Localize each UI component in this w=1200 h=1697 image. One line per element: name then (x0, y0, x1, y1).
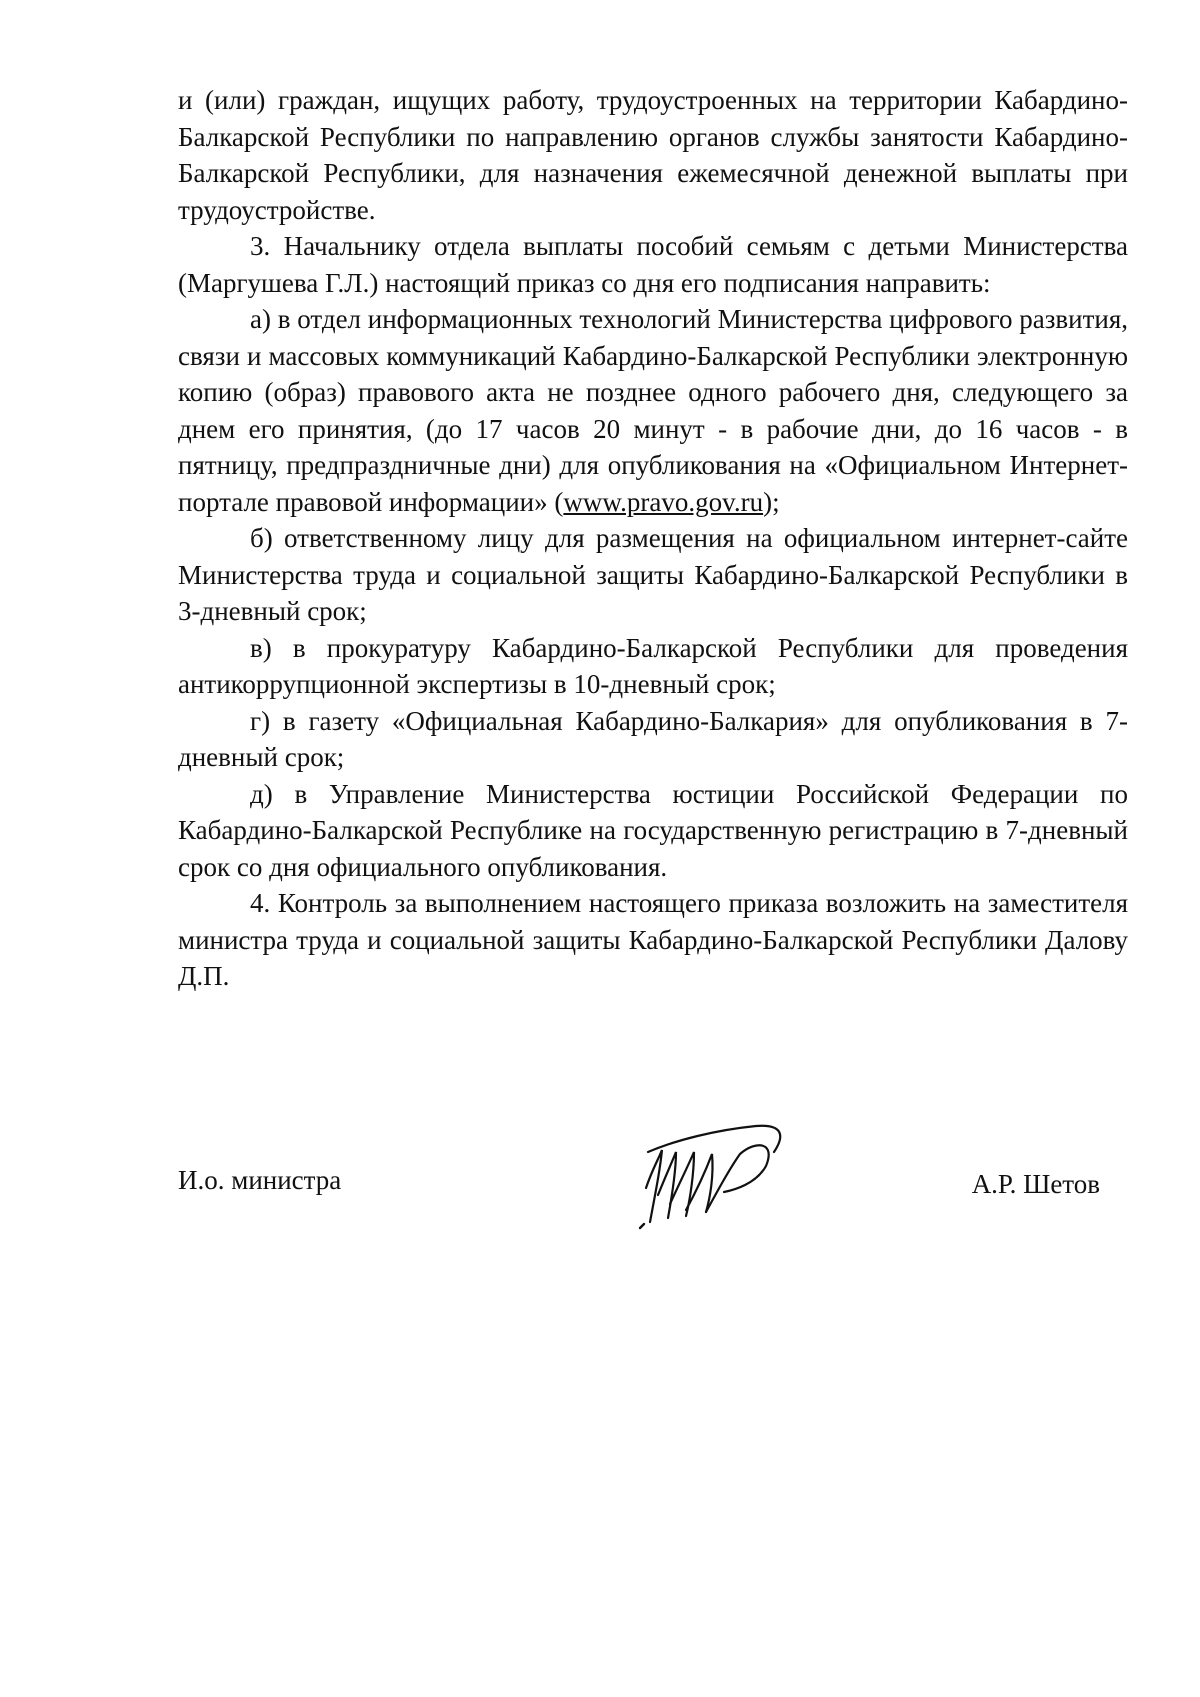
paragraph-subitem-v: в) в прокуратуру Кабардино-Балкарской Республики для проведения антикоррупционной экспертизы в 10-дневный срок; (178, 632, 1128, 699)
signatory-name: А.Р. Шетов (971, 1169, 1100, 1199)
paragraph-subitem-a (178, 301, 1128, 520)
paragraph-subitem-g: г) в газету «Официальная Кабардино-Балкария» для опубликования в 7-дневный срок; (178, 705, 1128, 772)
signatory-role: И.о. министра (178, 1165, 342, 1195)
paragraph-subitem-d: д) в Управление Министерства юстиции Российской Федерации по Кабардино-Балкарской Республике на государственную регистрацию в 7-дневный срок со дня официального опубликования. (178, 778, 1128, 882)
paragraph-subitem-b: б) ответственному лицу для размещения на официальном интернет-сайте Министерства труда и социальной защиты Кабардино-Балкарской Республики в 3-дневный срок; (178, 523, 1128, 626)
subitem-a-tail: ); (763, 486, 780, 517)
handwritten-signature (606, 1100, 806, 1250)
signature-block (178, 1120, 1128, 1260)
paragraph-item-4: 4. Контроль за выполнением настоящего приказа возложить на заместителя министра труда и социальной защиты Кабардино-Балкарской Республики Далову Д.П. (178, 888, 1128, 991)
paragraph-item-3: 3. Начальнику отдела выплаты пособий семьям с детьми Министерства (Маргушева Г.Л.) настоящий приказ со дня его подписания направить: (178, 231, 1128, 298)
pravo-gov-link[interactable]: www.pravo.gov.ru (563, 486, 764, 517)
document-body (178, 82, 1128, 995)
paragraph-continuation: и (или) граждан, ищущих работу, трудоустроенных на территории Кабардино-Балкарской Республики по направлению органов службы занятости Кабардино-Балкарской Республики, для назначения ежемесячной денежной выплаты при трудоустройстве. (178, 85, 1128, 225)
subitem-a-text: а) в отдел информационных технологий Министерства цифрового развития, связи и массовых коммуникаций Кабардино-Балкарской Республики электронную копию (образ) правового акта не позднее одного рабочего дня, следующего за днем его принятия, (до 17 часов 20 минут - в рабочие дни, до 16 часов - в пятницу, предпраздничные дни) для опубликования на «Официальном Интернет-портале правовой информации» ( (178, 304, 1128, 517)
